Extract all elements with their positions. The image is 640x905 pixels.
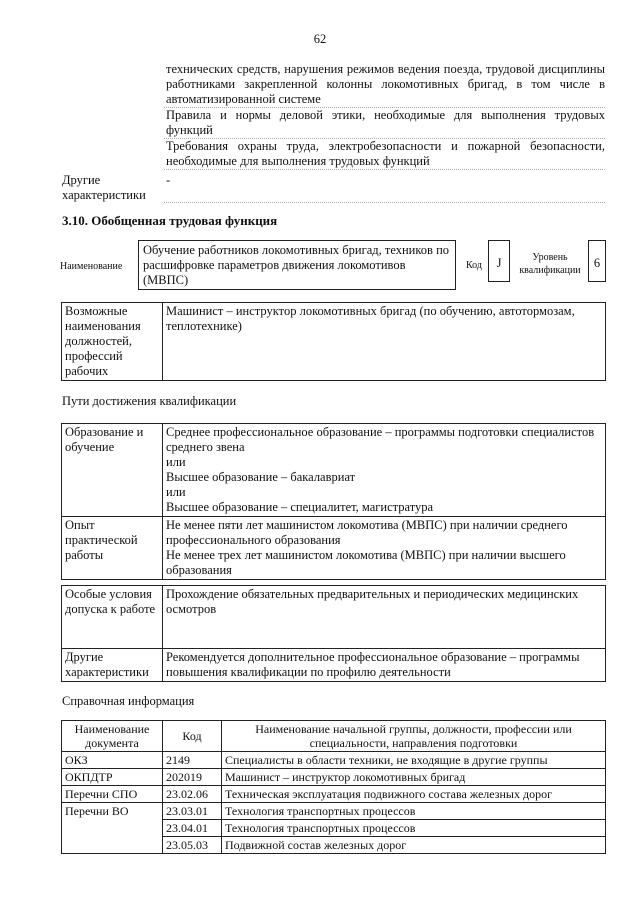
table-row xyxy=(62,769,606,786)
table-header-row xyxy=(62,721,606,752)
education-line: Высшее образование – специалитет, магистратура xyxy=(166,500,434,514)
code-label: Код xyxy=(466,260,482,271)
table-row xyxy=(62,786,606,803)
table-cell: 23.05.03 xyxy=(163,837,222,854)
table-cell: Машинист – инструктор локомотивных бригад xyxy=(222,769,606,786)
continuation-row xyxy=(60,108,605,139)
table-cell: Перечни ВО xyxy=(62,803,163,854)
other-characteristics-value: Рекомендуется дополнительное профессиональное образование – программы повышения квалификации по профилю деятельности xyxy=(163,649,606,682)
education-line: или xyxy=(166,485,186,499)
table-cell: Технология транспортных процессов xyxy=(222,803,606,820)
education-label: Образование и обучение xyxy=(62,424,163,517)
knowledge-item: Правила и нормы деловой этики, необходимые для выполнения трудовых функций xyxy=(166,108,605,137)
table-cell: 23.02.06 xyxy=(163,786,222,803)
continuation-block xyxy=(60,62,605,203)
table-cell: 2149 xyxy=(163,752,222,769)
table-cell: ОКЗ xyxy=(62,752,163,769)
table-row xyxy=(62,649,606,682)
column-header: Наименование документа xyxy=(62,721,163,752)
experience-line: Не менее трех лет машинистом локомотива (МВПС) при наличии высшего образования xyxy=(166,548,566,577)
education-line: или xyxy=(166,455,186,469)
reference-heading: Справочная информация xyxy=(62,694,195,708)
name-label: Наименование xyxy=(60,261,123,272)
column-header: Наименование начальной группы, должности, профессии или специальности, направления подготовки xyxy=(222,721,606,752)
reference-table xyxy=(61,720,606,854)
level-value-box: 6 xyxy=(588,240,606,282)
table-cell: 23.04.01 xyxy=(163,820,222,837)
code-value-box: J xyxy=(488,240,510,282)
function-name-box: Обучение работников локомотивных бригад, техников по расшифровке параметров движения локомотивов (МВПС) xyxy=(138,240,456,290)
experience-value xyxy=(163,517,606,580)
education-value xyxy=(163,424,606,517)
positions-table xyxy=(61,302,606,381)
table-cell: Перечни СПО xyxy=(62,786,163,803)
conditions-table xyxy=(61,585,606,682)
other-characteristics-row xyxy=(60,173,605,203)
experience-line: Не менее пяти лет машинистом локомотива (МВПС) при наличии среднего профессионального образования xyxy=(166,518,568,547)
knowledge-item: Требования охраны труда, электробезопасности и пожарной безопасности, необходимые для выполнения трудовых функций xyxy=(166,139,605,168)
continuation-row xyxy=(60,62,605,108)
education-line: Высшее образование – бакалавриат xyxy=(166,470,356,484)
education-line: Среднее профессиональное образование – программы подготовки специалистов среднего звена xyxy=(166,425,595,454)
page-number: 62 xyxy=(313,32,327,46)
special-conditions-label: Особые условия допуска к работе xyxy=(62,586,163,649)
table-row xyxy=(62,752,606,769)
column-header: Код xyxy=(163,721,222,752)
table-row xyxy=(62,586,606,649)
qualification-heading: Пути достижения квалификации xyxy=(62,394,237,408)
other-characteristics-label: Другие характеристики xyxy=(62,649,163,682)
continuation-row xyxy=(60,139,605,170)
table-cell: Специалисты в области техники, не входящие в другие группы xyxy=(222,752,606,769)
level-label: Уровень квалификации xyxy=(519,252,581,276)
positions-label: Возможные наименования должностей, профессий рабочих xyxy=(62,303,163,381)
table-cell: Подвижной состав железных дорог xyxy=(222,837,606,854)
table-cell: Технология транспортных процессов xyxy=(222,820,606,837)
qualification-table xyxy=(61,423,606,580)
experience-label: Опыт практической работы xyxy=(62,517,163,580)
other-characteristics-label: Другие характеристики xyxy=(62,173,146,202)
knowledge-item: технических средств, нарушения режимов ведения поезда, трудовой дисциплины работниками закрепленной колонны локомотивных бригад, в том числе в автоматизированной системе xyxy=(166,62,605,106)
table-row xyxy=(62,803,606,820)
positions-value: Машинист – инструктор локомотивных бригад (по обучению, автотормозам, теплотехнике) xyxy=(163,303,606,381)
table-cell: 23.03.01 xyxy=(163,803,222,820)
special-conditions-value: Прохождение обязательных предварительных и периодических медицинских осмотров xyxy=(163,586,606,649)
table-row xyxy=(62,517,606,580)
table-cell: Техническая эксплуатация подвижного состава железных дорог xyxy=(222,786,606,803)
table-row xyxy=(62,424,606,517)
section-title: 3.10. Обобщенная трудовая функция xyxy=(62,213,278,228)
other-characteristics-value: - xyxy=(164,173,605,203)
table-cell: ОКПДТР xyxy=(62,769,163,786)
table-cell: 202019 xyxy=(163,769,222,786)
table-row xyxy=(62,303,606,381)
